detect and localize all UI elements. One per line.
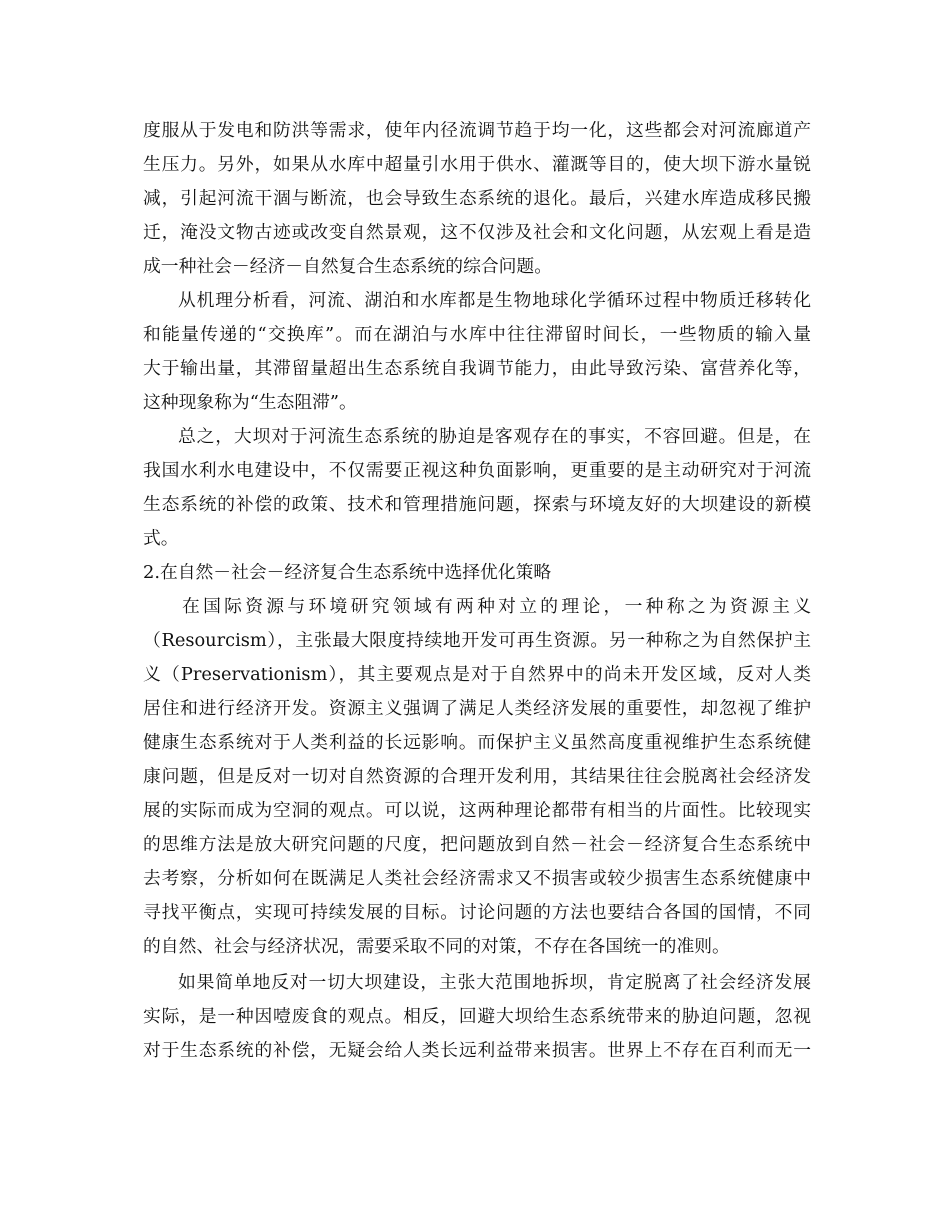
text-line: 度服从于发电和防洪等需求，使年内径流调节趋于均一化，这些都会对河流廊道产 xyxy=(143,120,811,141)
text-line: 这种现象称为“生态阻滞”。 xyxy=(143,392,357,413)
text-line: 减，引起河流干涸与断流，也会导致生态系统的退化。最后，兴建水库造成移民搬 xyxy=(143,188,811,209)
text-line: 居住和进行经济开发。资源主义强调了满足人类经济发展的重要性，却忽视了维护 xyxy=(143,698,811,719)
text-line: 和能量传递的“交换库”。而在湖泊与水库中往往滞留时间长，一些物质的输入量 xyxy=(143,324,811,345)
text-line: 成一种社会－经济－自然复合生态系统的综合问题。 xyxy=(143,256,552,277)
text-line: 生压力。另外，如果从水库中超量引水用于供水、灌溉等目的，使大坝下游水量锐 xyxy=(143,154,811,175)
paragraph-first-line: 总之，大坝对于河流生态系统的胁迫是客观存在的事实，不容回避。但是，在 xyxy=(178,426,811,447)
section-heading: 2.在自然－社会－经济复合生态系统中选择优化策略 xyxy=(143,562,552,583)
text-line: 展的实际而成为空洞的观点。可以说，这两种理论都带有相当的片面性。比较现实 xyxy=(143,800,811,821)
paragraph-first-line: 在国际资源与环境研究领域有两种对立的理论，一种称之为资源主义 xyxy=(182,596,811,617)
text-line: 的思维方法是放大研究问题的尺度，把问题放到自然－社会－经济复合生态系统中 xyxy=(143,834,811,855)
text-line: 对于生态系统的补偿，无疑会给人类长远利益带来损害。世界上不存在百利而无一 xyxy=(143,1040,811,1061)
text-line: 式。 xyxy=(143,528,179,549)
paragraph-first-line: 如果简单地反对一切大坝建设，主张大范围地拆坝，肯定脱离了社会经济发展 xyxy=(178,972,811,993)
text-line: 大于输出量，其滞留量超出生态系统自我调节能力，由此导致污染、富营养化等， xyxy=(143,358,811,379)
text-line: 康问题，但是反对一切对自然资源的合理开发利用，其结果往往会脱离社会经济发 xyxy=(143,766,811,787)
text-line: 去考察，分析如何在既满足人类社会经济需求又不损害或较少损害生态系统健康中 xyxy=(143,868,811,889)
text-line: 生态系统的补偿的政策、技术和管理措施问题，探索与环境友好的大坝建设的新模 xyxy=(143,494,811,515)
text-line: 迁，淹没文物古迹或改变自然景观，这不仅涉及社会和文化问题，从宏观上看是造 xyxy=(143,222,811,243)
text-line: （Resourcism），主张最大限度持续地开发可再生资源。另一种称之为自然保护主 xyxy=(143,630,811,651)
text-line: 的自然、社会与经济状况，需要采取不同的对策，不存在各国统一的准则。 xyxy=(143,936,730,957)
text-line: 寻找平衡点，实现可持续发展的目标。讨论问题的方法也要结合各国的国情，不同 xyxy=(143,902,811,923)
paragraph-first-line: 从机理分析看，河流、湖泊和水库都是生物地球化学循环过程中物质迁移转化 xyxy=(178,290,811,311)
text-line: 实际，是一种因噎废食的观点。相反，回避大坝给生态系统带来的胁迫问题，忽视 xyxy=(143,1006,811,1027)
text-line: 义（Preservationism），其主要观点是对于自然界中的尚未开发区域，反对人类 xyxy=(143,664,811,685)
text-line: 我国水利水电建设中，不仅需要正视这种负面影响，更重要的是主动研究对于河流 xyxy=(143,460,811,481)
text-line: 健康生态系统对于人类利益的长远影响。而保护主义虽然高度重视维护生态系统健 xyxy=(143,732,811,753)
